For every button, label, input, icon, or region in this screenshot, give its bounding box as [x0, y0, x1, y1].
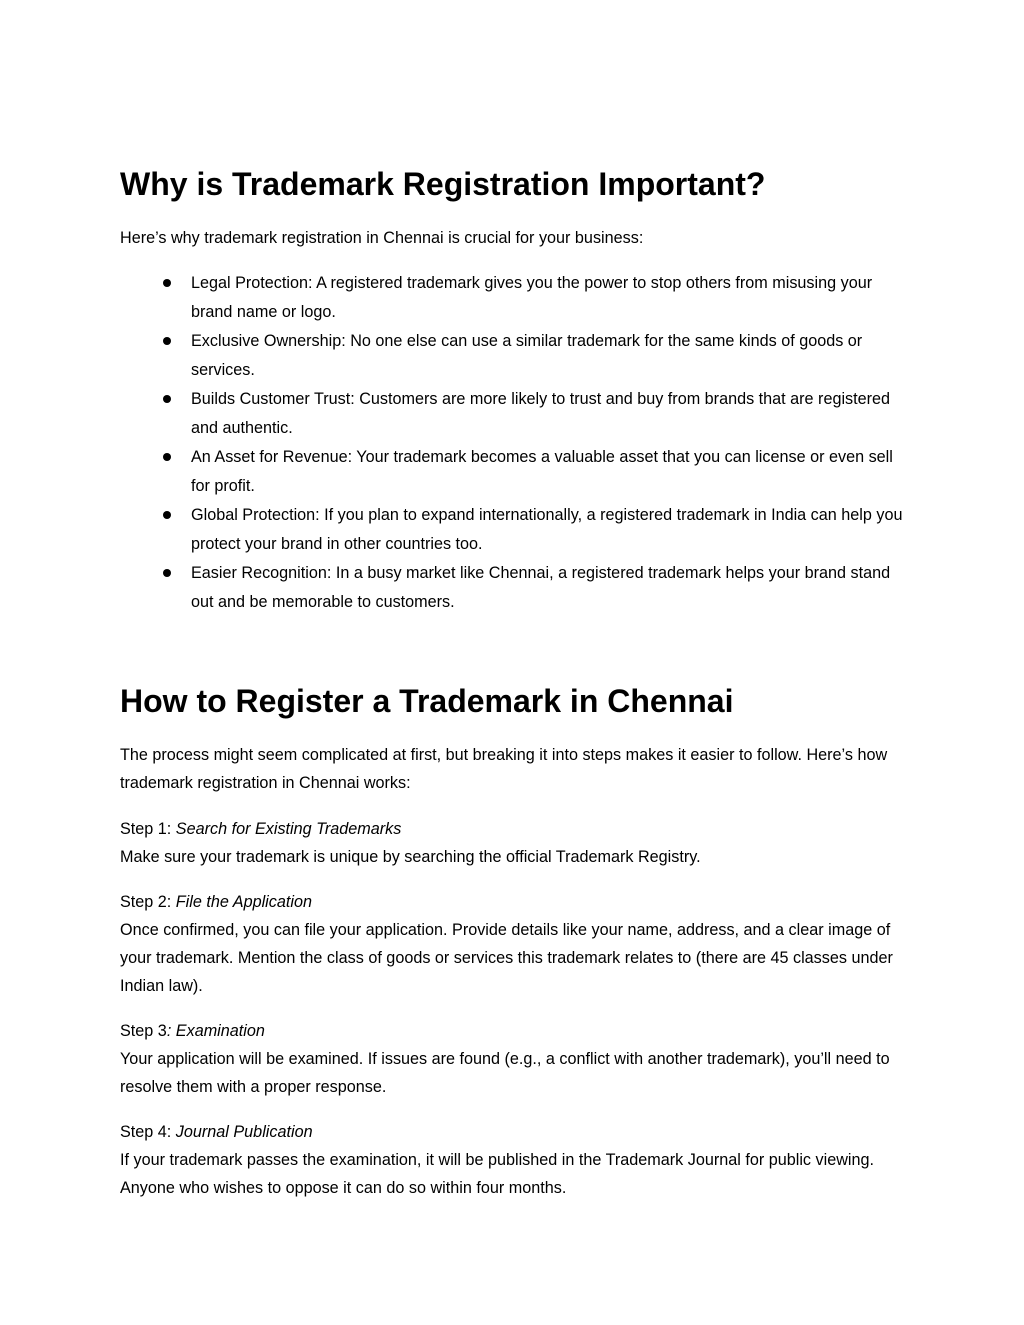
step-prefix: Step 3: [120, 1022, 167, 1040]
step-name: Search for Existing Trademarks: [175, 820, 402, 838]
bullet-icon: [163, 511, 171, 519]
step-prefix: Step 1:: [120, 820, 176, 838]
step-name: : Examination: [166, 1022, 265, 1040]
step-block: [120, 888, 910, 1000]
bullet-icon: [163, 453, 171, 461]
section-intro-paragraph: The process might seem complicated at first, but breaking it into steps makes it easier to follow. Here’s how trademark registration in Chennai works:: [120, 746, 888, 792]
bullet-icon: [163, 279, 171, 287]
list-item: [120, 327, 910, 385]
step-title: [120, 815, 910, 843]
step-title: [120, 1017, 910, 1045]
step-block: [120, 815, 910, 871]
bullet-icon: [163, 569, 171, 577]
step-prefix: Step 4:: [120, 1123, 176, 1141]
list-item-text: Global Protection: If you plan to expand internationally, a registered trademark in India can help you protect your brand in other countries too.: [191, 506, 903, 553]
bullet-icon: [163, 337, 171, 345]
step-description: Make sure your trademark is unique by searching the official Trademark Registry.: [120, 848, 701, 866]
step-block: [120, 1017, 910, 1101]
step-description: Once confirmed, you can file your application. Provide details like your name, address, and a clear image of your trademark. Mention the class of goods or services this trademark relates to (there are 45 classes under Indian law).: [120, 921, 893, 995]
section-heading-why-important: Why is Trademark Registration Important?: [120, 166, 766, 202]
step-prefix: Step 2:: [120, 893, 176, 911]
section-heading-how-to-register: How to Register a Trademark in Chennai: [120, 683, 734, 719]
list-item-text: Exclusive Ownership: No one else can use a similar trademark for the same kinds of goods or services.: [191, 332, 863, 379]
section-intro-paragraph: Here’s why trademark registration in Chennai is crucial for your business:: [120, 229, 644, 247]
list-item-text: Easier Recognition: In a busy market like Chennai, a registered trademark helps your brand stand out and be memorable to customers.: [191, 564, 891, 611]
list-item: [120, 443, 910, 501]
step-description: If your trademark passes the examination, it will be published in the Trademark Journal for public viewing. Anyone who wishes to oppose it can do so within four months.: [120, 1151, 874, 1197]
step-title: [120, 888, 910, 916]
step-title: [120, 1118, 910, 1146]
list-item-text: Legal Protection: A registered trademark gives you the power to stop others from misusing your brand name or logo.: [191, 274, 873, 321]
list-item: [120, 269, 910, 327]
list-item-text: Builds Customer Trust: Customers are more likely to trust and buy from brands that are registered and authentic.: [191, 390, 891, 437]
step-name: File the Application: [175, 893, 312, 911]
list-item: [120, 501, 910, 559]
list-item-text: An Asset for Revenue: Your trademark becomes a valuable asset that you can license or even sell for profit.: [191, 448, 893, 495]
list-item: [120, 559, 910, 617]
step-name: Journal Publication: [175, 1123, 313, 1141]
bullet-icon: [163, 395, 171, 403]
step-block: [120, 1118, 910, 1202]
step-description: Your application will be examined. If issues are found (e.g., a conflict with another trademark), you’ll need to resolve them with a proper response.: [120, 1050, 890, 1096]
benefits-list: [120, 269, 910, 617]
list-item: [120, 385, 910, 443]
